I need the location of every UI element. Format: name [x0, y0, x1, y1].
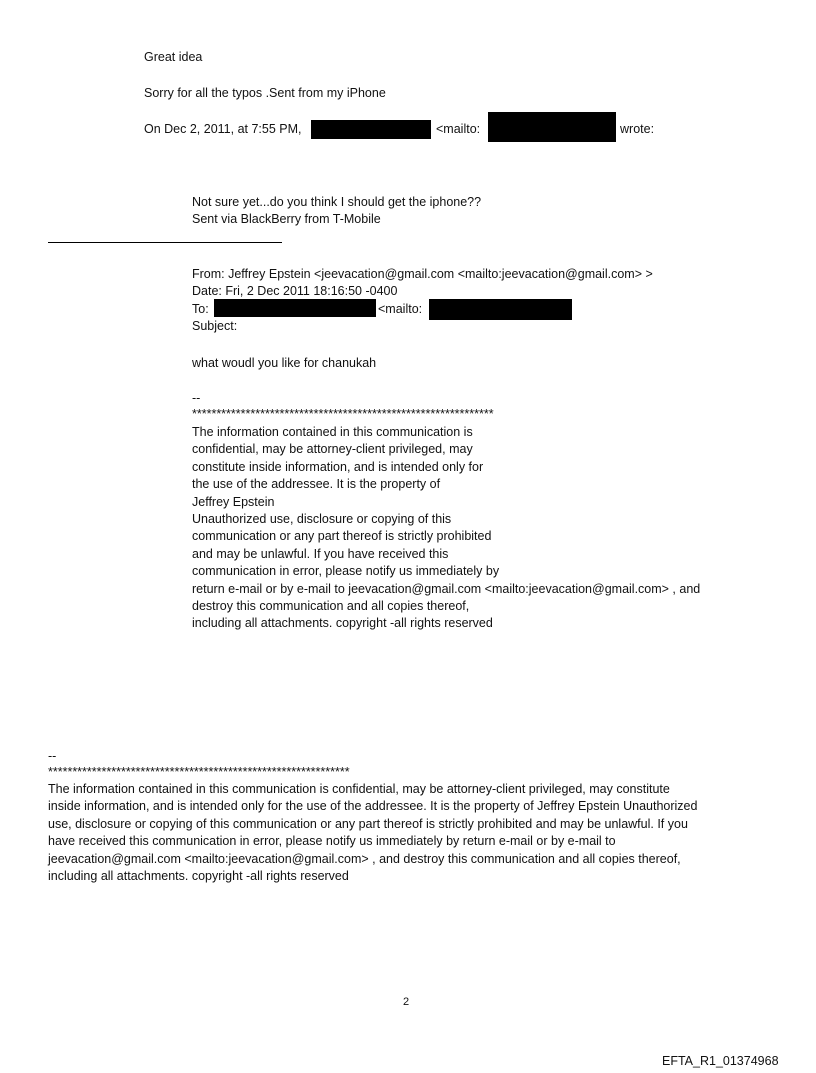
- outer-disclaimer-line: jeevacation@gmail.com <mailto:jeevacation@gmail.com> , and destroy this communication and all copies thereof,: [48, 851, 681, 866]
- disclaimer-line: communication or any part thereof is strictly prohibited: [192, 529, 492, 544]
- disclaimer-line: destroy this communication and all copies thereof,: [192, 598, 470, 613]
- outer-sig-stars: **************************************************************: [48, 765, 350, 779]
- reply-line-great-idea: Great idea: [144, 50, 203, 64]
- redaction-box: [488, 112, 616, 142]
- separator-rule: [48, 242, 282, 243]
- disclaimer-line: including all attachments. copyright -all rights reserved: [192, 616, 493, 631]
- redaction-box: [429, 299, 572, 320]
- reply-on-date-prefix: On Dec 2, 2011, at 7:55 PM,: [144, 122, 302, 136]
- disclaimer-line: communication in error, please notify us immediately by: [192, 564, 500, 579]
- outer-disclaimer: [48, 781, 697, 885]
- disclaimer-line: Unauthorized use, disclosure or copying of this: [192, 511, 452, 526]
- original-to-mailto: <mailto:: [378, 302, 423, 316]
- disclaimer-line: and may be unlawful. If you have received this: [192, 546, 449, 561]
- outer-disclaimer-line: have received this communication in error, please notify us immediately by return e-mail or by e-mail to: [48, 834, 616, 849]
- page-number: 2: [403, 996, 410, 1008]
- original-disclaimer: [192, 424, 700, 633]
- original-sig-dash: --: [192, 391, 201, 405]
- original-body: what woudl you like for chanukah: [192, 356, 377, 370]
- reply-wrote: wrote:: [620, 122, 655, 136]
- quoted-line-1: Not sure yet...do you think I should get the iphone??: [192, 195, 482, 209]
- disclaimer-line: Jeffrey Epstein: [192, 494, 275, 509]
- outer-disclaimer-line: inside information, and is intended only for the use of the addressee. It is the property of Jeffrey Epstein Unauthorized: [48, 799, 698, 814]
- document-id: EFTA_R1_01374968: [662, 1054, 779, 1068]
- outer-disclaimer-line: use, disclosure or copying of this communication or any part thereof is strictly prohibited and may be unlawful. If you: [48, 816, 688, 831]
- reply-mailto: <mailto:: [436, 122, 481, 136]
- disclaimer-line: the use of the addressee. It is the property of: [192, 477, 441, 492]
- outer-disclaimer-line: The information contained in this communication is confidential, may be attorney-client privileged, may constitute: [48, 782, 670, 796]
- outer-disclaimer-line: including all attachments. copyright -all rights reserved: [48, 868, 349, 883]
- disclaimer-line: return e-mail or by e-mail to jeevacation@gmail.com <mailto:jeevacation@gmail.com> , and: [192, 581, 701, 596]
- reply-line-signature: Sorry for all the typos .Sent from my iPhone: [144, 86, 386, 100]
- disclaimer-line: confidential, may be attorney-client privileged, may: [192, 442, 473, 457]
- disclaimer-line: constitute inside information, and is intended only for: [192, 459, 484, 474]
- redaction-box: [311, 120, 431, 139]
- original-subject: Subject:: [192, 319, 238, 333]
- original-to-label: To:: [192, 302, 209, 316]
- original-date: Date: Fri, 2 Dec 2011 18:16:50 -0400: [192, 284, 398, 298]
- quoted-line-2: Sent via BlackBerry from T-Mobile: [192, 212, 381, 226]
- original-from: From: Jeffrey Epstein <jeevacation@gmail.com <mailto:jeevacation@gmail.com> >: [192, 267, 653, 281]
- disclaimer-line: The information contained in this communication is: [192, 425, 473, 439]
- redaction-box: [214, 299, 376, 317]
- outer-sig-dash: --: [48, 749, 57, 763]
- original-sig-stars: **************************************************************: [192, 407, 494, 421]
